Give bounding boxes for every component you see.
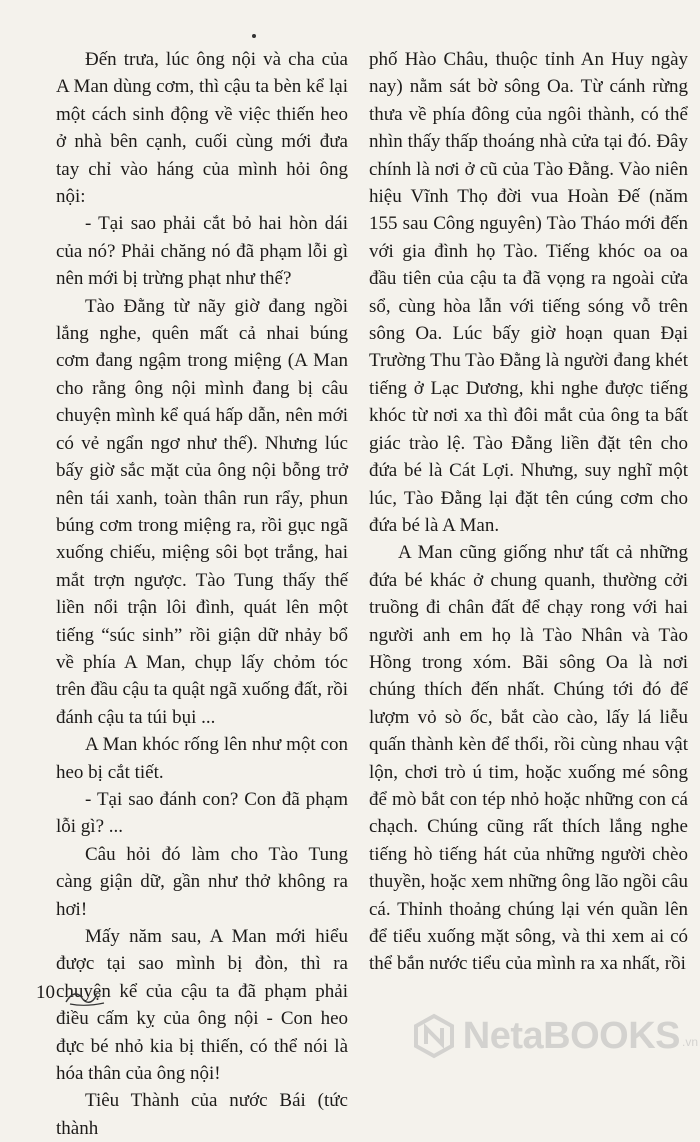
paragraph: - Tại sao đánh con? Con đã phạm lỗi gì? ... [56, 788, 348, 838]
hexagon-logo-icon [411, 1013, 457, 1059]
paragraph: Tiêu Thành của nước Bái (tức thành [56, 1090, 348, 1139]
left-column [56, 46, 348, 1142]
paragraph: Tào Đằng từ nãy giờ đang ngồi lắng nghe, quên mất cả nhai búng cơm đang ngậm trong miệng (A Man cho rằng ông nội mình đang bị câu chuyện mình kể quá hấp dẫn, nên mới có vẻ ngẩn ngơ như thế). Nhưng lúc bấy giờ sắc mặt của ông nội bỗng trở nên tái xanh, toàn thân run rẩy, phun búng cơm trong miệng ra, rồi gục ngã xuống chiếu, miệng sôi bọt trắng, hai mắt trợn ngược. Tào Tung thấy thế liền nổi trận lôi đình, quát lên một tiếng “súc sinh” rồi giận dữ nhảy bổ về phía A Man, chụp lấy chỏm tóc trên đầu cậu ta quật ngã xuống đất, rồi đánh cậu ta túi bụi ... [56, 295, 348, 728]
paragraph: Đến trưa, lúc ông nội và cha của A Man dùng cơm, thì cậu ta bèn kể lại một cách sinh động về việc thiến heo ở nhà bên cạnh, cuối cùng mới đưa tay chỉ vào háng của mình hỏi ông nội: [56, 49, 348, 208]
paragraph: A Man khóc rống lên như một con heo bị cắt tiết. [56, 734, 348, 783]
paragraph: A Man cũng giống như tất cả những đứa bé khác ở chung quanh, thường cởi truồng đi chân đất để chạy rong với hai người anh em họ là Tào Nhân và Tào Hồng trong xóm. Bãi sông Oa là nơi chúng thích đến nhất. Chúng tới đó để lượm vỏ sò ốc, bắt cào cào, lấy lá liễu quấn thành kèn để thổi, rồi cùng nhau vật lộn, chơi trò ú tim, hoặc xuống mé sông để mò bắt con tép nhỏ hoặc những con cá chạch. Chúng cũng rất thích lắng nghe tiếng hò tiếng hát của những người chèo thuyền, hoặc xem những ông lão ngồi câu cá. Thỉnh thoảng chúng lại vén quần lên để tiểu xuống mặt sông, và thi xem ai có thể bắn nước tiểu của mình ra xa nhất, rồi [369, 542, 688, 975]
page-number: 10 [36, 982, 55, 1003]
watermark [411, 1013, 698, 1059]
paragraph: Mấy năm sau, A Man mới hiểu được tại sao mình bị đòn, thì ra chuyện kể của cậu ta đã phạm phải điều cấm kỵ của ông nội - Con heo đực bé nhỏ kia bị thiến, có thể nói là hóa thân của ông nội! [56, 926, 348, 1085]
right-column [369, 46, 688, 978]
watermark-suffix: .vn [681, 1035, 698, 1049]
watermark-brand: NetaBOOKS [462, 1014, 680, 1057]
paragraph: - Tại sao phải cắt bỏ hai hòn dái của nó? Phải chăng nó đã phạm lỗi gì nên mới bị trừng phạt như thế? [56, 213, 348, 290]
top-dot [252, 34, 256, 38]
paragraph: Câu hỏi đó làm cho Tào Tung càng giận dữ, gần như thở không ra hơi! [56, 843, 348, 920]
paragraph: phố Hào Châu, thuộc tỉnh An Huy ngày nay) nằm sát bờ sông Oa. Từ cánh rừng thưa về phía đông của ngôi thành, có thể nhìn thấy thấp thoáng nhà cửa tại đó. Đây chính là nơi ở cũ của Tào Đằng. Vào niên hiệu Vĩnh Thọ đời vua Hoàn Đế (năm 155 sau Công nguyên) Tào Tháo mới đến với gia đình họ Tào. Tiếng khóc oa oa đầu tiên của cậu ta đã vọng ra ngoài cửa sổ, cùng hòa lẫn với tiếng sóng vỗ trên sông Oa. Lúc bấy giờ hoạn quan Đại Trường Thu Tào Đằng là người đang khét tiếng ở Lạc Dương, khi nghe được tiếng khóc từ nơi xa thì đôi mắt của ông ta bất giác trào lệ. Tào Đằng liền đặt tên cho đứa bé là Cát Lợi. Nhưng, suy nghĩ một lúc, Tào Đằng lại đặt tên cúng cơm cho đứa bé là A Man. [369, 49, 688, 536]
decorative-ornament-icon [62, 986, 108, 1008]
